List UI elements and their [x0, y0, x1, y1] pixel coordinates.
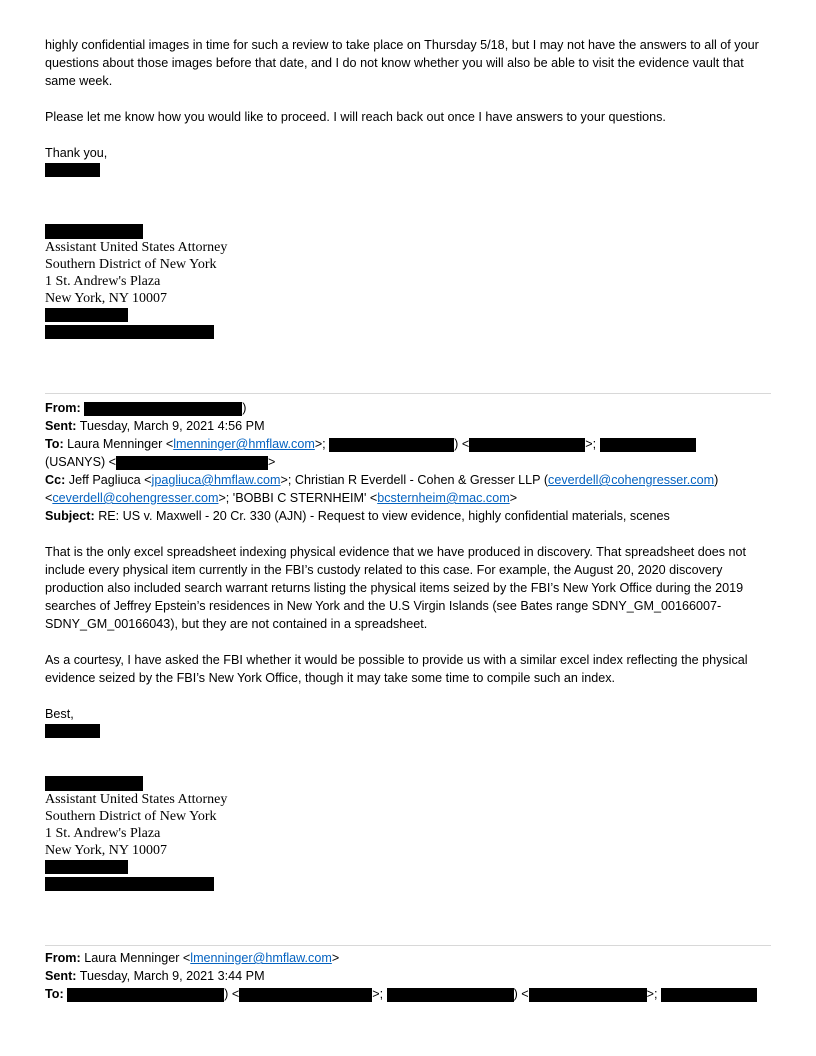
email2-to-line2-prefix: (USANYS) < [45, 455, 117, 469]
redaction-email3-to-1 [67, 988, 224, 1002]
email2-to-after: >; [314, 437, 330, 451]
email3-from-email-link[interactable]: lmenninger@hmflaw.com [190, 951, 332, 965]
email2-cc [45, 471, 771, 489]
email2-to-line2-suffix: > [268, 455, 276, 469]
email2-from-label: From: [45, 401, 81, 415]
email3-to-label: To: [45, 987, 64, 1001]
top-paragraph: highly confidential images in time for such a review to take place on Thursday 5/18, but I may not have the answers to all of your questions about those images before that date, and I do not know whether you will also be able to visit the evidence vault that same week. [45, 38, 759, 88]
signature-city-1: New York, NY 10007 [45, 291, 167, 306]
redaction-signature-name-1 [45, 163, 100, 177]
email2-subject-value: RE: US v. Maxwell - 20 Cr. 330 (AJN) - Request to view evidence, highly confidential materials, scenes [98, 509, 670, 523]
email2-cc-email2-link[interactable]: ceverdell@cohengresser.com [548, 473, 715, 487]
signature-title-2: Assistant United States Attorney [45, 792, 228, 807]
email2-closing: Best, [45, 707, 74, 721]
email2-sent-label: Sent: [45, 419, 77, 433]
signature-street-2: 1 St. Andrew's Plaza [45, 826, 161, 841]
email2-cc-lt: < [45, 491, 53, 505]
redaction-email2-from [84, 402, 242, 416]
redaction-email3-to-5 [661, 988, 757, 1002]
redaction-email3-to-3 [387, 988, 514, 1002]
redaction-email2-to-1 [329, 438, 454, 452]
redaction-email3-to-2 [239, 988, 372, 1002]
email3-sent [45, 967, 771, 985]
email2-subject-label: Subject: [45, 509, 95, 523]
email2-to-label: To: [45, 437, 64, 451]
email3-to-sep4: >; [646, 987, 661, 1001]
email2-cc-mid2: ) [714, 473, 719, 487]
email2-to [45, 435, 771, 453]
email2-cc-mid1: >; Christian R Everdell - Cohen & Gresser LLP ( [280, 473, 549, 487]
redaction-signature-email-2 [45, 877, 214, 891]
email2-cc-end: > [509, 491, 518, 505]
email3-from-value: Laura Menninger < [84, 951, 191, 965]
email3-sent-value: Tuesday, March 9, 2021 3:44 PM [79, 969, 265, 983]
email3-from-label: From: [45, 951, 81, 965]
email2-from [45, 399, 771, 417]
redaction-signature-phone-1 [45, 308, 128, 322]
redaction-signature-fullname-1 [45, 224, 143, 239]
email3-to-sep1: ) < [224, 987, 240, 1001]
redaction-signature-name-2 [45, 724, 100, 738]
email2-to-email-link[interactable]: lmenninger@hmflaw.com [173, 437, 315, 451]
email2-cc-mid3: >; 'BOBBI C STERNHEIM' < [218, 491, 378, 505]
email2-sent [45, 417, 771, 435]
redaction-signature-email-1 [45, 325, 214, 339]
email3-to [45, 985, 771, 1003]
redaction-signature-phone-2 [45, 860, 128, 874]
redaction-email2-to-4 [116, 456, 268, 470]
email3-from-end: > [331, 951, 340, 965]
email2-to-name: Laura Menninger < [67, 437, 174, 451]
signature-title-1: Assistant United States Attorney [45, 240, 228, 255]
email2-cc-email3-link[interactable]: ceverdell@cohengresser.com [52, 491, 219, 505]
signature-office-1: Southern District of New York [45, 257, 217, 272]
email2-cc-line2 [45, 489, 771, 507]
email2-cc-name1: Jeff Pagliuca < [68, 473, 152, 487]
redaction-signature-fullname-2 [45, 776, 143, 791]
email2-cc-email1-link[interactable]: jpagliuca@hmflaw.com [151, 473, 281, 487]
email2-subject [45, 507, 771, 525]
email2-sent-value: Tuesday, March 9, 2021 4:56 PM [79, 419, 265, 433]
email2-body-paragraph-1: That is the only excel spreadsheet indexing physical evidence that we have produced in discovery. That spreadsheet does not include every physical item currently in the FBI’s custody related to this case. For example, the August 20, 2020 discovery production also included search warrant returns listing the physical items seized by the FBI’s New York Office during the 2019 searches of Jeffrey Epstein’s residences in New York and the U.S Virgin Islands (see Bates range SDNY_GM_00166007-SDNY_GM_00166043), but they are not contained in a spreadsheet. [45, 545, 747, 631]
proceed-line: Please let me know how you would like to proceed. I will reach back out once I have answers to your questions. [45, 110, 666, 124]
redaction-email2-to-2 [469, 438, 585, 452]
redaction-email3-to-4 [529, 988, 647, 1002]
signature-office-2: Southern District of New York [45, 809, 217, 824]
email2-cc-email4-link[interactable]: bcsternheim@mac.com [377, 491, 510, 505]
email3-to-sep2: >; [372, 987, 387, 1001]
signature-city-2: New York, NY 10007 [45, 843, 167, 858]
email3-to-sep3: ) < [513, 987, 529, 1001]
email3-sent-label: Sent: [45, 969, 77, 983]
thanks-line: Thank you, [45, 146, 108, 160]
signature-street-1: 1 St. Andrew's Plaza [45, 274, 161, 289]
email2-body-paragraph-2: As a courtesy, I have asked the FBI whether it would be possible to provide us with a similar excel index reflecting the physical evidence seized by the FBI’s New York Office, though it may take some time to compile such an index. [45, 653, 748, 685]
email2-cc-label: Cc: [45, 473, 66, 487]
email2-from-suffix: ) [242, 401, 247, 415]
redaction-email2-to-3 [600, 438, 696, 452]
email2-to-line2 [45, 453, 771, 471]
email2-to-sep2: >; [585, 437, 600, 451]
email2-to-sep1: ) < [454, 437, 470, 451]
email3-from [45, 949, 771, 967]
document-page [45, 36, 771, 1003]
